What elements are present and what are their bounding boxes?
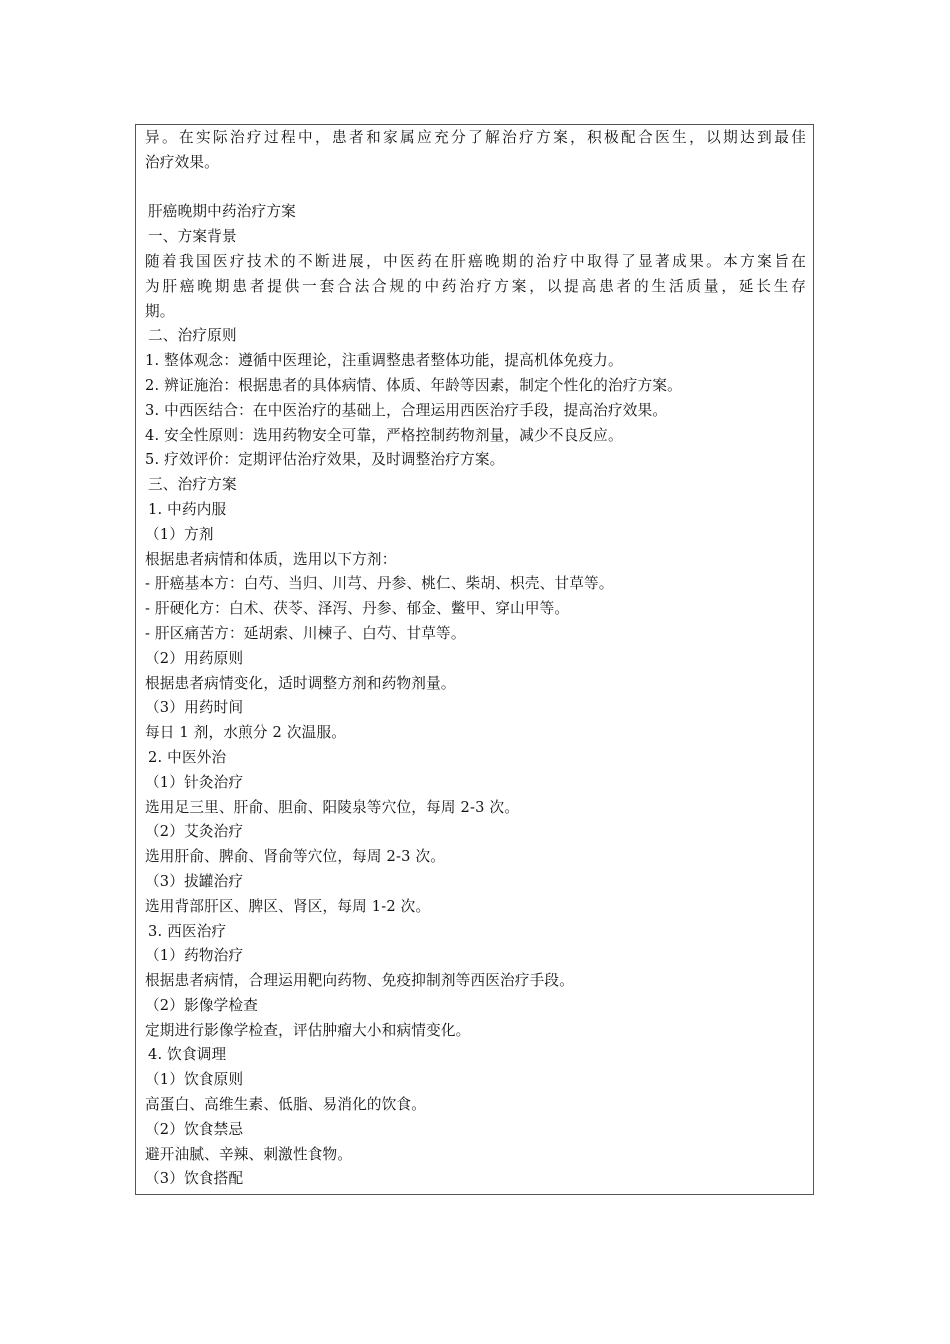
- text-line: 1. 整体观念：遵循中医理论，注重调整患者整体功能，提高机体免疫力。: [145, 352, 623, 370]
- document-table-cell: [135, 124, 814, 1195]
- text-line: （3）用药时间: [145, 699, 244, 717]
- text-line: 根据患者病情，合理运用靶向药物、免疫抑制剂等西医治疗手段。: [145, 972, 575, 990]
- text-line: 根据患者病情和体质，选用以下方剂：: [145, 550, 397, 568]
- text-line: 随着我国医疗技术的不断进展，中医药在肝癌晚期的治疗中取得了显著成果。本方案旨在: [145, 252, 806, 270]
- text-line: 选用肝俞、脾俞、肾俞等穴位，每周 2-3 次。: [145, 848, 446, 866]
- text-line: （2）艾灸治疗: [145, 823, 244, 841]
- text-line: 1. 中药内服: [148, 500, 227, 518]
- text-line: 避开油腻、辛辣、刺激性食物。: [145, 1145, 353, 1163]
- text-line: 肝癌晚期中药治疗方案: [148, 203, 296, 221]
- text-line: 定期进行影像学检查，评估肿瘤大小和病情变化。: [145, 1021, 471, 1039]
- text-line: 4. 安全性原则：选用药物安全可靠，严格控制药物剂量，减少不良反应。: [145, 426, 623, 444]
- text-line: 异。在实际治疗过程中，患者和家属应充分了解治疗方案，积极配合医生，以期达到最佳: [145, 129, 806, 146]
- text-line: 每日 1 剂，水煎分 2 次温服。: [145, 724, 347, 742]
- text-line: 一、方案背景: [148, 228, 237, 246]
- text-line: 3. 西医治疗: [148, 922, 227, 940]
- text-line: （1）药物治疗: [145, 947, 244, 965]
- text-line: 4. 饮食调理: [148, 1046, 227, 1064]
- text-line: 2. 辨证施治：根据患者的具体病情、体质、年龄等因素，制定个性化的治疗方案。: [145, 376, 682, 394]
- text-line: 二、治疗原则: [148, 327, 237, 345]
- text-line: 选用足三里、肝俞、胆俞、阳陵泉等穴位，每周 2-3 次。: [145, 798, 520, 816]
- text-line: 5. 疗效评价：定期评估治疗效果，及时调整治疗方案。: [145, 451, 505, 469]
- text-line: 期。: [145, 302, 175, 320]
- text-line: （3）饮食搭配: [145, 1170, 244, 1188]
- text-line: 3. 中西医结合：在中医治疗的基础上，合理运用西医治疗手段，提高治疗效果。: [145, 401, 668, 419]
- text-line: （2）用药原则: [145, 649, 244, 667]
- text-line: （3）拔罐治疗: [145, 872, 244, 890]
- text-line: 高蛋白、高维生素、低脂、易消化的饮食。: [145, 1096, 427, 1114]
- text-line: 选用背部肝区、脾区、肾区，每周 1-2 次。: [145, 897, 431, 915]
- text-line: - 肝区痛苦方：延胡索、川楝子、白芍、甘草等。: [145, 624, 466, 642]
- text-line: 治疗效果。: [145, 153, 219, 171]
- text-line: 2. 中医外治: [148, 748, 227, 766]
- text-line: - 肝硬化方：白术、茯苓、泽泻、丹参、郁金、鳖甲、穿山甲等。: [145, 600, 570, 618]
- text-line: - 肝癌基本方：白芍、当归、川芎、丹参、桃仁、柴胡、枳壳、甘草等。: [145, 575, 614, 593]
- text-line: （1）饮食原则: [145, 1071, 244, 1089]
- blank-line: [145, 176, 806, 201]
- text-line: 根据患者病情变化，适时调整方剂和药物剂量。: [145, 674, 456, 692]
- text-line: （1）针灸治疗: [145, 773, 244, 791]
- text-line: 三、治疗方案: [148, 476, 237, 494]
- document-body: [145, 126, 806, 1192]
- text-line: （2）影像学检查: [145, 996, 259, 1014]
- text-line: 为肝癌晚期患者提供一套合法合规的中药治疗方案，以提高患者的生活质量，延长生存: [145, 277, 806, 295]
- text-line: （1）方剂: [145, 525, 214, 543]
- text-line: （2）饮食禁忌: [145, 1120, 244, 1138]
